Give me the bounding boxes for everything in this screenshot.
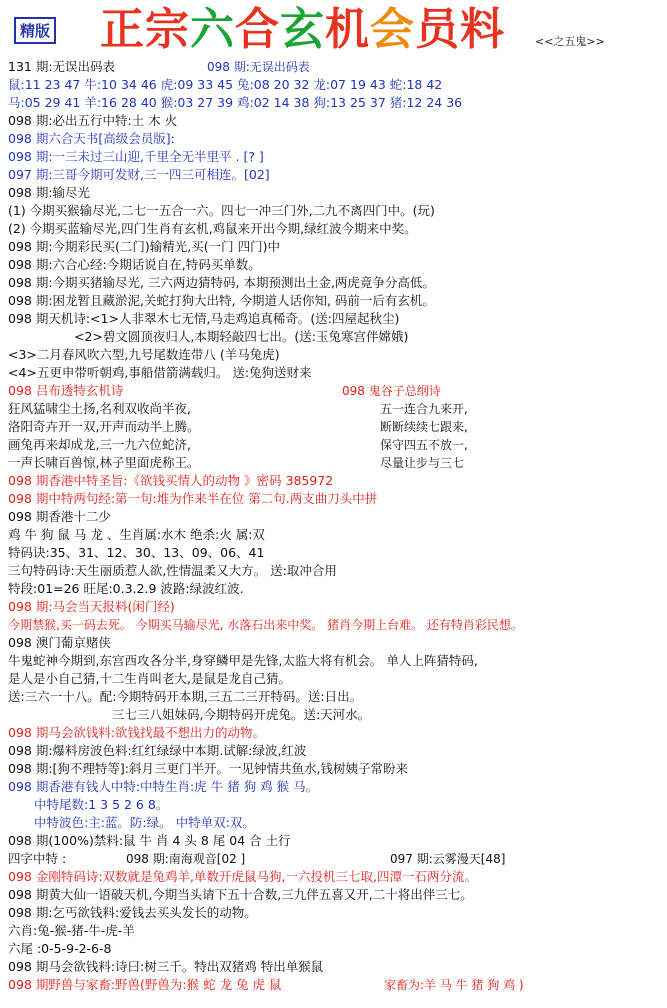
line-zodiac-numbers-1: 鼠:11 23 47 牛:10 34 46 虎:09 33 45 兔:08 20 32 龙:07 19 43 蛇:18 42 xyxy=(8,77,443,92)
line-macau-3: 送:三六一十八。配:今期特码开本期,三五二三开特码。送:日出。 xyxy=(8,689,363,704)
line-four-char: 四字中特 : xyxy=(8,851,67,866)
line-macau-4: 三七三八姐妹码,今期特码开虎兔。送:天河水。 xyxy=(112,707,371,722)
title-char-4: 玄 xyxy=(280,4,325,55)
line-macau: 098 澳门葡京赌侠 xyxy=(8,635,111,650)
page-title xyxy=(100,6,505,54)
line-zodiac-numbers-2: 马:05 29 41 羊:16 28 40 猴:03 27 39 鸡:02 14 38 狗:13 25 37 猪:12 24 36 xyxy=(8,95,463,110)
line-lose-1: (1) 今期买猴输尽光,二七一五合一六。四七一冲三门外,二九不离四门中。(玩) xyxy=(8,203,435,218)
line-tianji-3: <3>二月春风吹六型,九号尾数连带八 (羊马兔虎) xyxy=(8,347,280,362)
line-draw-table-098: 098 期:无误出码表 xyxy=(207,60,310,74)
title-char-5: 机 xyxy=(325,4,370,55)
line-macau-2: 是人是小自己猜,十二生肖叫老大,是鼠是龙自己猜。 xyxy=(8,671,291,686)
line-banned: 098 期(100%)禁料:鼠 牛 肖 4 头 8 尾 04 合 土行 xyxy=(8,833,291,848)
line-horse-report: 098 期:马会当天报料(闲门经) xyxy=(8,599,175,614)
line-beggar: 098 期:乞丐欲钱料:爱钱去买头发长的动物。 xyxy=(8,905,257,920)
line-lose-2: (2) 今期买蓝输尽光,四门生肖有玄机,鸡鼠来开出今期,绿红波今期来中奖。 xyxy=(8,221,417,236)
line-draw-table-131 xyxy=(8,58,115,76)
line-heading-tianshu: 098 期六合天书[高级会员版]: xyxy=(8,131,175,146)
poem-right-2: 断断续续七跟来, xyxy=(380,420,468,434)
line-tianji-2: <2>碧文圆顶夜归人,本期轻敲四七出。(送:玉兔寒宫伴嫦娥) xyxy=(74,329,409,344)
badge-label: 精版 xyxy=(14,17,56,44)
line-four-char-098: 098 期:南海观音[02 ] xyxy=(126,852,246,866)
line-horse-money: 098 期马会欲钱料:诗曰:树三千。特出双猪鸡 特出单猴鼠 xyxy=(8,959,324,974)
title-char-6: 会 xyxy=(370,4,415,55)
line-tail-numbers: 中特尾数:1 3 5 2 6 8。 xyxy=(34,797,169,812)
poem-left-3: 画兔再来却成龙,三一九六位蛇济, xyxy=(8,437,191,452)
title-char-2: 六 xyxy=(190,4,235,55)
line-hk-twelve: 098 期香港十二少 xyxy=(8,509,111,524)
line-six-tails: 六尾 :0-5-9-2-6-8 xyxy=(8,941,112,956)
line-six-zodiac: 六肖:兔-猴-猪-牛-虎-羊 xyxy=(8,923,135,938)
line-domestic: 家畜为:羊 马 牛 猪 狗 鸡 ) xyxy=(384,978,524,992)
line-tianji-4: <4>五更申带听朝鸡,事船借箭满载归。 送:兔狗送财来 xyxy=(8,365,312,380)
line-two-sentences: 098 期中特两句经:第一句:堆为作来半在位 第二句.两支曲刀头中拼 xyxy=(8,491,378,506)
signature: <<之五鬼>> xyxy=(535,35,605,48)
line-zodiac-attrs: 鸡 牛 狗 鼠 马 龙 、生肖属:水木 绝杀:火 属:双 xyxy=(8,527,265,542)
poem-right-1: 五一连合九来开, xyxy=(380,402,468,416)
line-tianji-1: 098 期天机诗:<1>人非翠木七无情,马走鸡追真稀奇。(送:四屋起秋尘) xyxy=(8,311,400,326)
poem-left-4: 一声长啸百兽惊,林子里面虎称王。 xyxy=(8,455,200,470)
line-dragon: 098 期:困龙暂且藏淤泥,关蛇打狗大出特, 今期道人话你知, 码前一后有玄机。 xyxy=(8,293,435,308)
line-dog-special: 098 期:[狗不理特等]:斜月三更门半开。一见钟情共鱼水,钱树姨子常盼来 xyxy=(8,761,408,776)
line-wong-tai-sin: 098 期黄大仙一语破天机,今期当头请下五十合数,三九伴五喜又开,二十将出伴三七。 xyxy=(8,887,473,902)
title-char-8: 料 xyxy=(460,4,505,55)
line-decree: 098 期香港中特圣旨:《欲钱买情人的动物 》密码 385972 xyxy=(8,473,334,488)
poem-left-1: 狂风猛啸尘土扬,名利双收尚半夜, xyxy=(8,401,191,416)
line-text: 131 期:无误出码表 xyxy=(8,59,116,74)
line-section: 特段:01=26 旺尾:0.3.2.9 波路:绿波红波. xyxy=(8,581,244,596)
heading-lubu-poem: 098 吕布透特玄机诗 xyxy=(8,383,124,398)
line-wuxing: 098 期:必出五行中特:土 木 火 xyxy=(8,113,178,128)
line-king-kong: 098 金刚特码诗:双数就是兔鸡羊,单数开虎鼠马狗,一六投机三七取,四潭一石两分流。 xyxy=(8,869,477,884)
line-wave-color: 098 期:爆料房波色料:红红绿绿中本期.试解:绿波,红波 xyxy=(8,743,307,758)
page-header xyxy=(0,0,667,58)
line-rich-man: 098 期香港有钱人中特:中特生肖:虎 牛 猪 狗 鸡 猴 马。 xyxy=(8,779,319,794)
line-wild-domestic: 098 期野兽与家畜:野兽(野兽为:猴 蛇 龙 兔 虎 鼠 xyxy=(8,977,282,992)
line-macau-1: 牛鬼蛇神今期到,东宫西攻各分半,身穿鳞甲是先锋,太监大将有机会。 单人上阵猜特码, xyxy=(8,653,478,668)
line-wave-parity: 中特波色:主:蓝。防:绿。 中特单双:双。 xyxy=(34,815,255,830)
title-char-7: 员 xyxy=(415,4,460,55)
poem-right-4: 尽量让步与三七 xyxy=(380,456,465,470)
heading-guiguzi-poem: 098 鬼谷子总纲诗 xyxy=(342,384,441,398)
line-four-char-097: 097 期:云雾漫天[48] xyxy=(390,852,506,866)
line-pig: 098 期:今期买猪输尽光, 三六两边猜特码, 本期预测出土金,两虎竟争分高低。 xyxy=(8,275,435,290)
line-door: 098 期:今期彩民买(二门)输精光,买(一门 四门)中 xyxy=(8,239,280,254)
title-char-1: 宗 xyxy=(145,4,190,55)
line-poem-098: 098 期:一三未过三山迎,千里全无半里平 . [? ] xyxy=(8,149,264,164)
title-char-0: 正 xyxy=(100,4,145,55)
line-heart-sutra: 098 期:六合心经:今期话说自在,特码买单数。 xyxy=(8,257,261,272)
poem-left-2: 洛阳奇卉开一双,开声而动半上腾。 xyxy=(8,419,200,434)
title-char-3: 合 xyxy=(235,4,280,55)
line-code-formula: 特码诀:35、31、12、30、13、09、06、41 xyxy=(8,545,265,560)
line-poem-097: 097 期:三哥今期可发财,三一四三可相连。[02] xyxy=(8,167,270,182)
line-money-riddle: 098 期马会欲钱料:欲钱找最不想出力的动物。 xyxy=(8,725,266,740)
line-bans: 今期禁猴,买一码去死。 今期买马输尽光, 水落石出来中奖。 猪肖今期上台难。 还有特肖彩民想。 xyxy=(8,618,523,632)
line-three-sentence: 三句特码诗:天生丽质惹人欲,性情温柔又大方。 送:取冲合用 xyxy=(8,563,337,578)
line-heading-lose: 098 期:输尽光 xyxy=(8,185,91,200)
poem-right-3: 保守四五不放一, xyxy=(380,438,468,452)
